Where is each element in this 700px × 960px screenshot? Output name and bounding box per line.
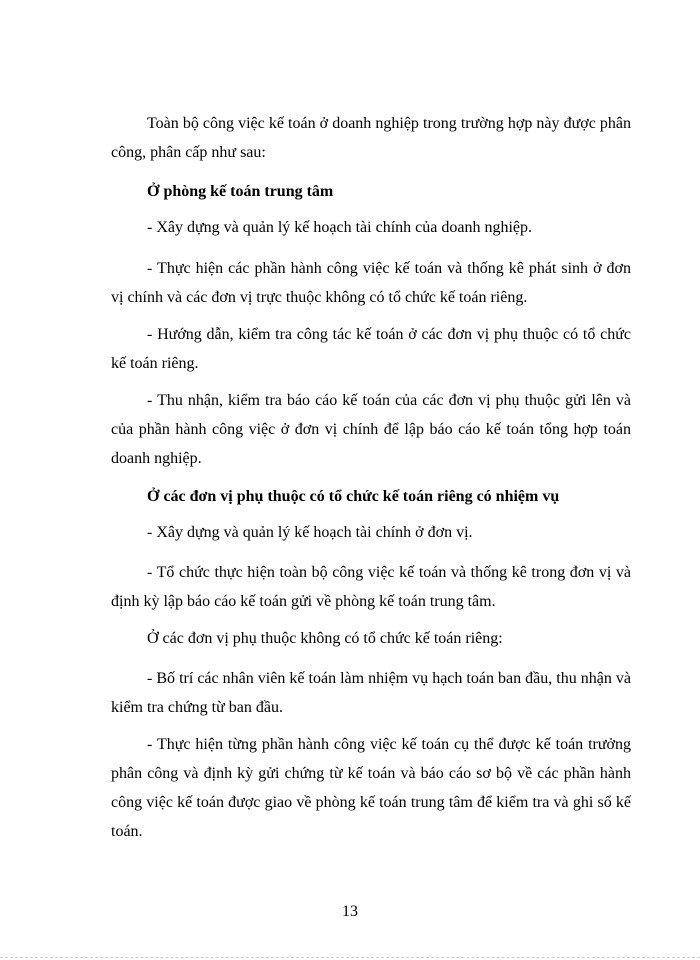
list-item: - Xây dựng và quản lý kế hoạch tài chính của doanh nghiệp. [147, 219, 532, 236]
section-heading-central-office: Ở phòng kế toán trung tâm [147, 183, 334, 200]
list-item: - Xây dựng và quản lý kế hoạch tài chính ở đơn vị. [147, 524, 473, 541]
subsection-paragraph: Ở các đơn vị phụ thuộc không có tổ chức kế toán riêng: [147, 630, 503, 647]
page-bottom-divider [0, 957, 700, 958]
list-item: - Thực hiện từng phần hành công việc kế toán cụ thể được kế toán trưởng phân công và định kỳ gửi chứng từ kế toán và báo cáo sơ bộ về các phần hành công việc kế toán được giao về phòng kế toán trung tâm để kiểm tra và ghi sổ kế toán. [111, 736, 631, 840]
section-heading-dependent-units: Ở các đơn vị phụ thuộc có tổ chức kế toán riêng có nhiệm vụ [147, 488, 560, 505]
intro-paragraph: Toàn bộ công việc kế toán ở doanh nghiệp trong trường hợp này được phân công, phân cấp như sau: [111, 115, 631, 161]
list-item: - Bố trí các nhân viên kế toán làm nhiệm vụ hạch toán ban đầu, thu nhận và kiểm tra chứng từ ban đầu. [111, 670, 631, 716]
page-number: 13 [342, 903, 358, 920]
list-item: - Thu nhận, kiểm tra báo cáo kế toán của các đơn vị phụ thuộc gửi lên và của phần hành công việc ở đơn vị chính để lập báo cáo kế toán tổng hợp toán doanh nghiệp. [111, 392, 631, 467]
list-item: - Hướng dẫn, kiểm tra công tác kế toán ở các đơn vị phụ thuộc có tổ chức kế toán riêng. [111, 326, 631, 372]
list-item: - Thực hiện các phần hành công việc kế toán và thống kê phát sinh ở đơn vị chính và các đơn vị trực thuộc không có tổ chức kế toán riêng. [111, 260, 631, 306]
list-item: - Tổ chức thực hiện toàn bộ công việc kế toán và thống kê trong đơn vị và định kỳ lập báo cáo kế toán gửi về phòng kế toán trung tâm. [111, 564, 631, 610]
